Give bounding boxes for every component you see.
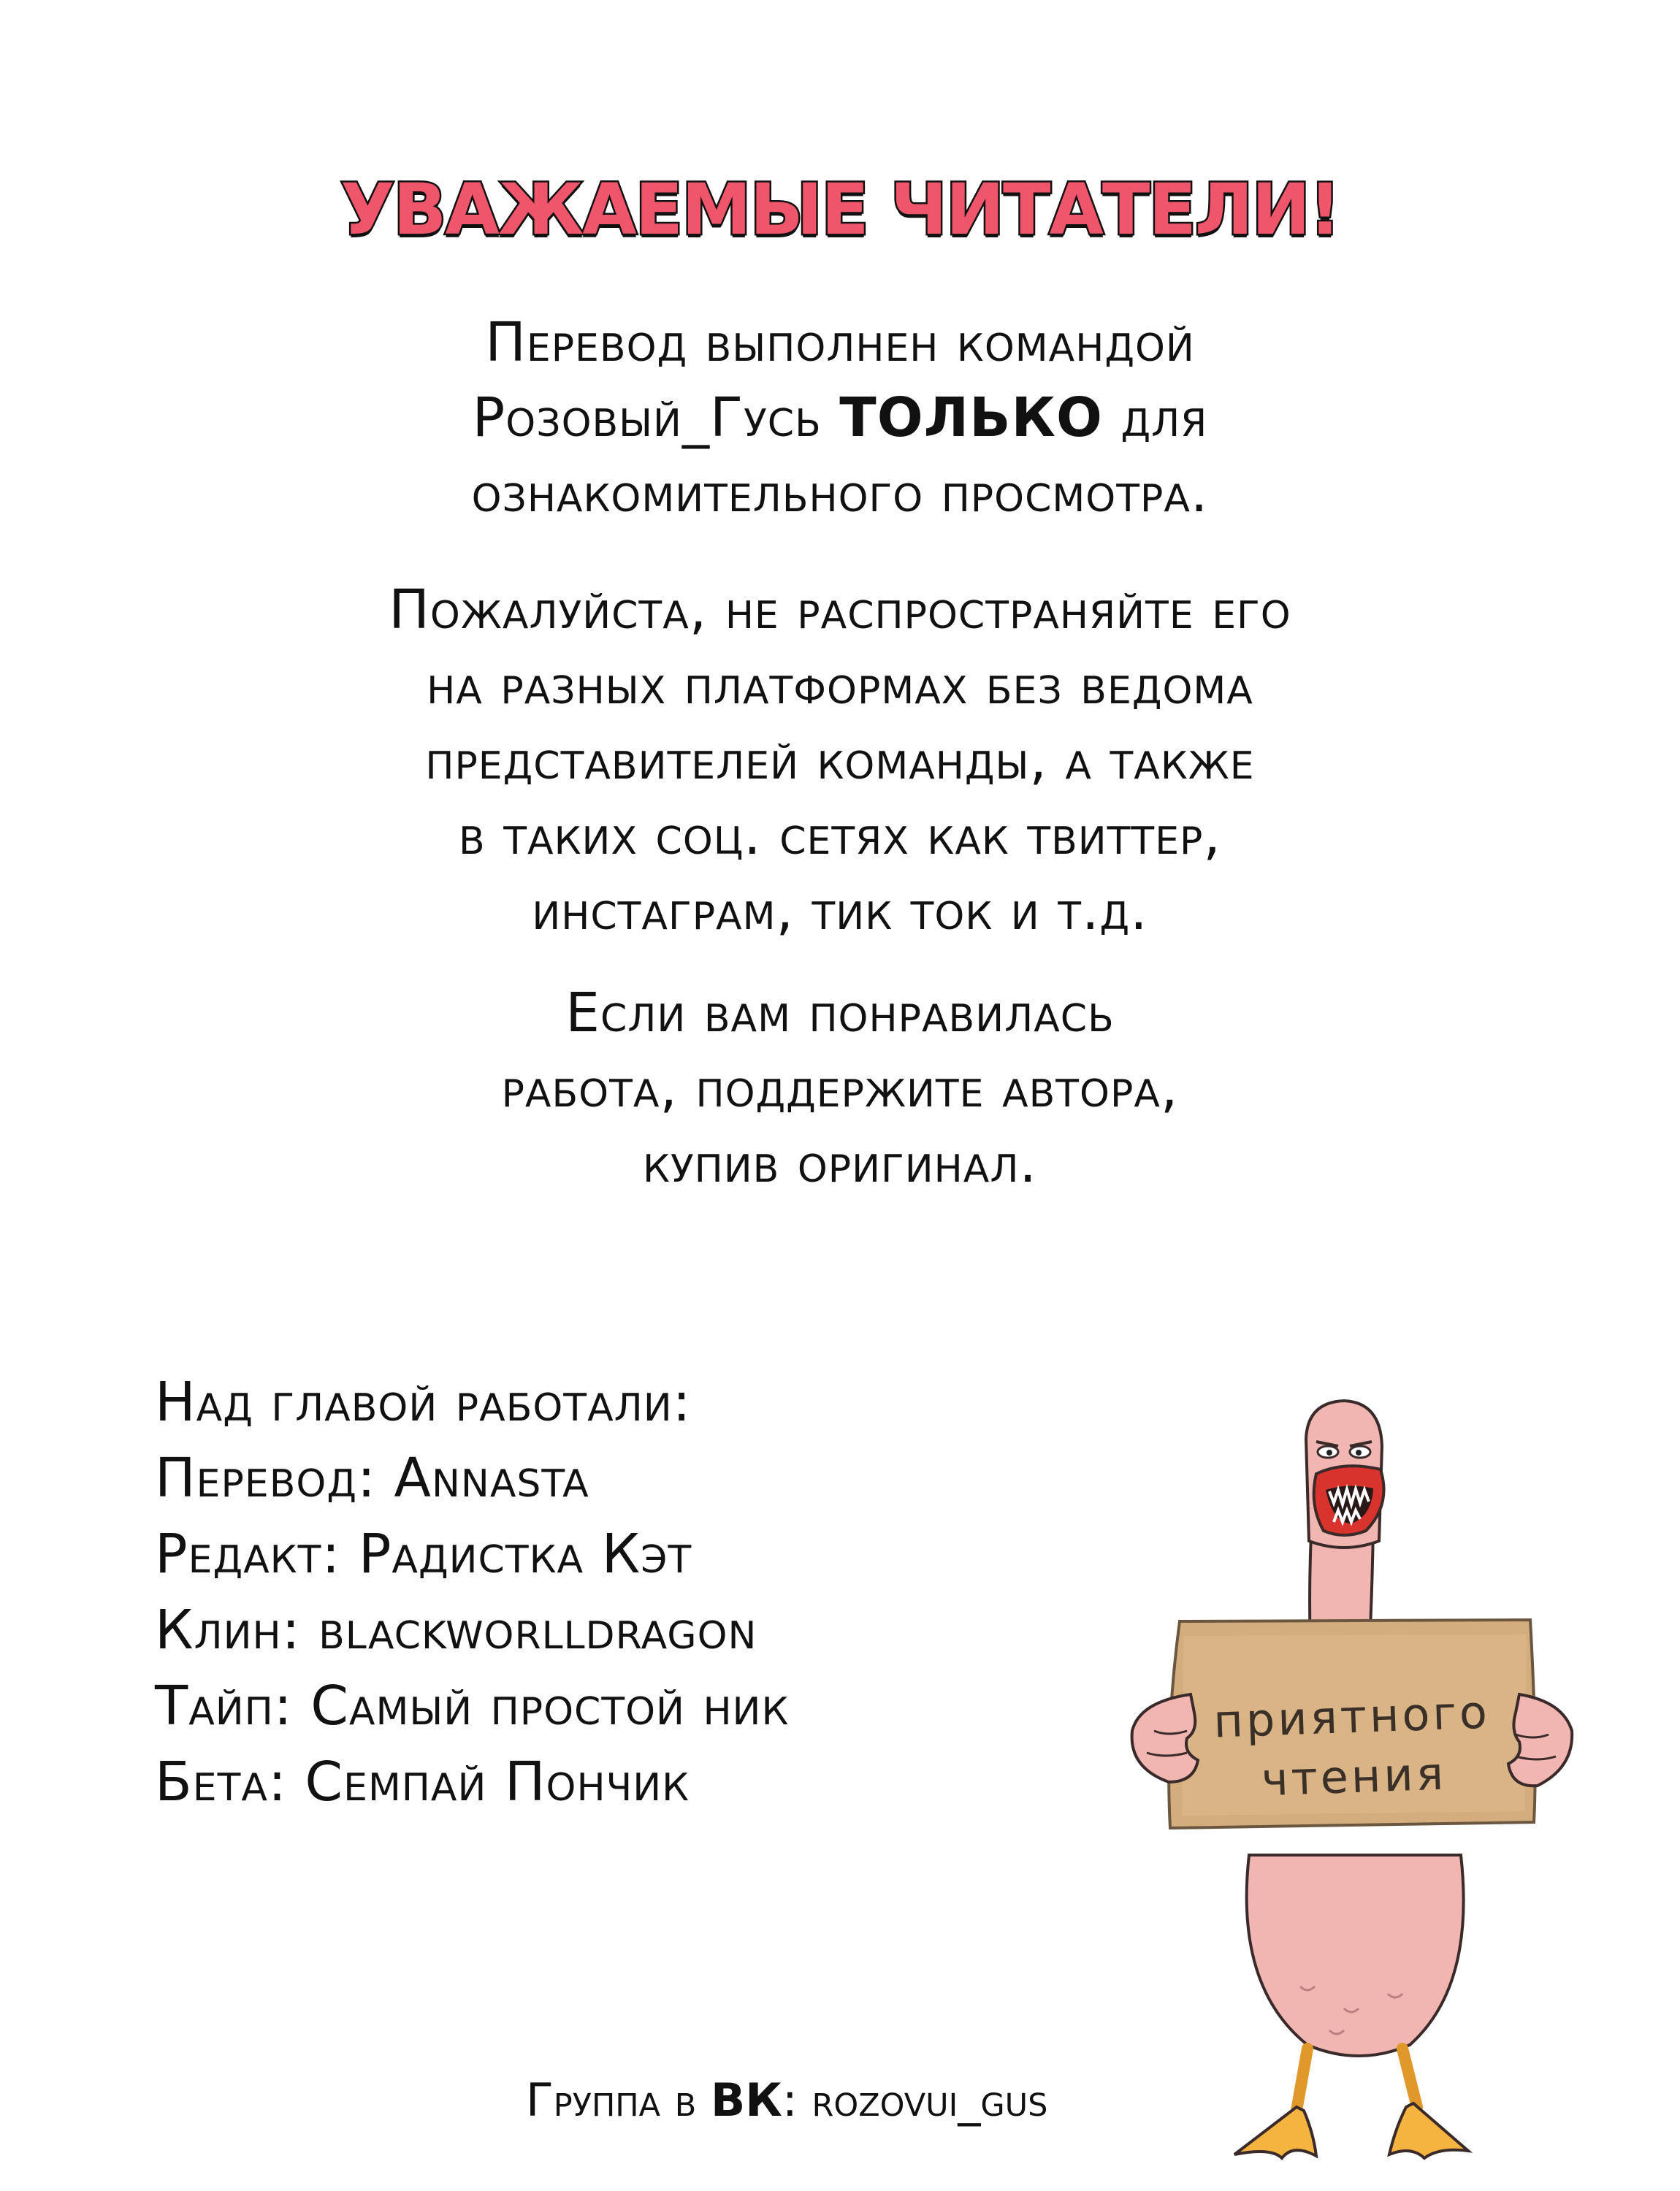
credits-title: Над главой работали: [155,1371,692,1434]
notice-line: на разных платформах без ведома [427,654,1253,716]
goose-foot-right [1389,2103,1468,2158]
notice-line: работа, поддержите автора, [501,1057,1179,1120]
notice-line: представителей команды, а также [425,729,1255,792]
credit-typesetter: Тайп: Самый простой ник [155,1675,790,1737]
support-notice [0,976,1680,1201]
notice-line: Перевод выполнен командой [485,311,1195,374]
notice-line: Пожалуйста, не распространяйте его [389,578,1291,641]
credit-cleaner: Клин: blackworlldragon [155,1599,757,1662]
credit-beta: Бета: Семпай Пончик [155,1751,690,1813]
notice-line: купив оригинал. [643,1132,1037,1195]
notice-line: инстаграм, тик ток и т.д. [532,879,1148,942]
sign-text [1168,1680,1537,1813]
translation-notice [0,305,1680,531]
notice-line [0,381,1680,456]
goose-leg-left [1297,2049,1307,2111]
vk-group-footer [526,2071,1047,2130]
notice-line: в таких соц. сетях как твиттер, [459,804,1221,867]
team-name: Розовый_Гусь [472,386,840,449]
footer-network: ВК [710,2073,782,2127]
goose-foot-left [1234,2107,1316,2158]
goose-leg-right [1402,2049,1417,2107]
footer-handle: : rozovui_gus [782,2073,1048,2127]
credit-translation: Перевод: Annasta [155,1447,589,1510]
sign-line: чтения [1260,1746,1448,1807]
notice-fragment: для [1102,386,1208,449]
distribution-notice [0,573,1680,949]
credits-list [155,1364,789,1820]
goose-body [1247,1855,1464,2056]
notice-line: Если вам понравилась [565,982,1115,1044]
page-heading: УВАЖАЕМЫЕ ЧИТАТЕЛИ! [340,169,1340,251]
footer-label: Группа в [526,2073,711,2127]
emphasis-word: ТОЛЬКО [839,386,1103,449]
credit-editor: Редакт: Радистка Кэт [155,1523,692,1586]
sign-line: приятного [1213,1685,1491,1748]
notice-line: ознакомительного просмотра. [471,462,1209,524]
